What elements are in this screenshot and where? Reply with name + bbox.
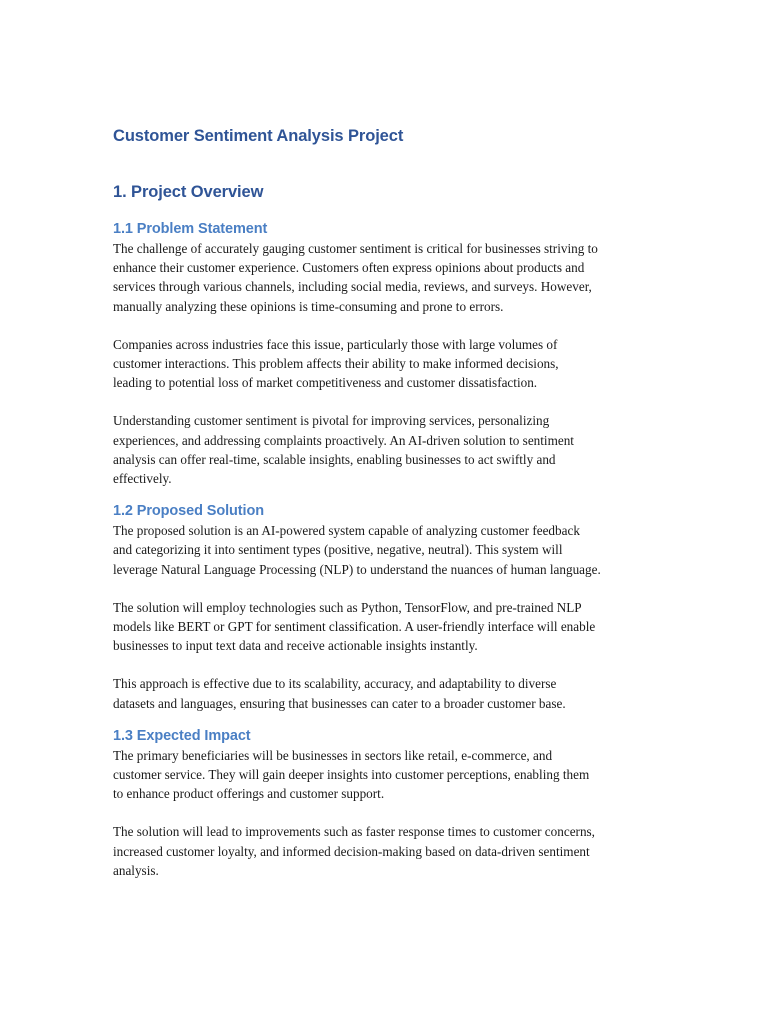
- text-line: customer interactions. This problem affects their ability to make informed decisions,: [113, 356, 559, 372]
- text-line: enhance their customer experience. Customers often express opinions about products and: [113, 260, 585, 276]
- section-heading-project-overview: 1. Project Overview: [113, 183, 264, 201]
- text-line: models like BERT or GPT for sentiment classification. A user-friendly interface will enable: [113, 619, 596, 635]
- text-line: analysis.: [113, 862, 159, 878]
- text-line: businesses to input text data and receive actionable insights instantly.: [113, 638, 478, 654]
- text-line: analysis can offer real-time, scalable insights, enabling businesses to act swiftly and: [113, 451, 556, 467]
- text-line: The proposed solution is an AI-powered system capable of analyzing customer feedback: [113, 523, 580, 539]
- text-line: and categorizing it into sentiment types (positive, negative, neutral). This system will: [113, 542, 563, 558]
- text-line: services through various channels, including social media, reviews, and surveys. However,: [113, 279, 592, 295]
- text-line: increased customer loyalty, and informed decision-making based on data-driven sentiment: [113, 843, 590, 859]
- text-line: This approach is effective due to its scalability, accuracy, and adaptability to diverse: [113, 676, 557, 692]
- paragraph: [113, 335, 658, 393]
- paragraph: [113, 746, 658, 804]
- text-line: effectively.: [113, 471, 172, 487]
- proposed-solution-body: [113, 521, 658, 713]
- text-line: Companies across industries face this issue, particularly those with large volumes of: [113, 336, 558, 352]
- paragraph: [113, 822, 658, 880]
- text-line: The solution will lead to improvements such as faster response times to customer concerns,: [113, 824, 595, 840]
- text-line: leverage Natural Language Processing (NLP) to understand the nuances of human language.: [113, 561, 601, 577]
- paragraph: [113, 239, 658, 316]
- document-title: Customer Sentiment Analysis Project: [113, 127, 404, 145]
- text-line: leading to potential loss of market competitiveness and customer dissatisfaction.: [113, 375, 538, 391]
- document-page: [113, 124, 658, 880]
- text-line: The primary beneficiaries will be businesses in sectors like retail, e-commerce, and: [113, 747, 553, 763]
- text-line: datasets and languages, ensuring that businesses can cater to a broader customer base.: [113, 695, 566, 711]
- text-line: Understanding customer sentiment is pivotal for improving services, personalizing: [113, 413, 550, 429]
- text-line: experiences, and addressing complaints proactively. An AI-driven solution to sentiment: [113, 432, 574, 448]
- subsection-heading-proposed-solution: 1.2 Proposed Solution: [113, 503, 264, 520]
- text-line: The solution will employ technologies such as Python, TensorFlow, and pre-trained NLP: [113, 599, 582, 615]
- expected-impact-body: [113, 746, 658, 880]
- subsection-heading-problem-statement: 1.1 Problem Statement: [113, 221, 268, 237]
- subsection-heading-expected-impact: 1.3 Expected Impact: [113, 727, 251, 744]
- text-line: customer service. They will gain deeper insights into customer perceptions, enabling them: [113, 767, 590, 783]
- paragraph: [113, 598, 658, 656]
- problem-statement-body: [113, 239, 658, 488]
- paragraph: [113, 674, 658, 712]
- text-line: The challenge of accurately gauging customer sentiment is critical for businesses striving to: [113, 241, 598, 256]
- paragraph: [113, 521, 658, 579]
- text-line: manually analyzing these opinions is time-consuming and prone to errors.: [113, 298, 504, 314]
- paragraph: [113, 411, 658, 488]
- text-line: to enhance product offerings and customer support.: [113, 786, 385, 802]
